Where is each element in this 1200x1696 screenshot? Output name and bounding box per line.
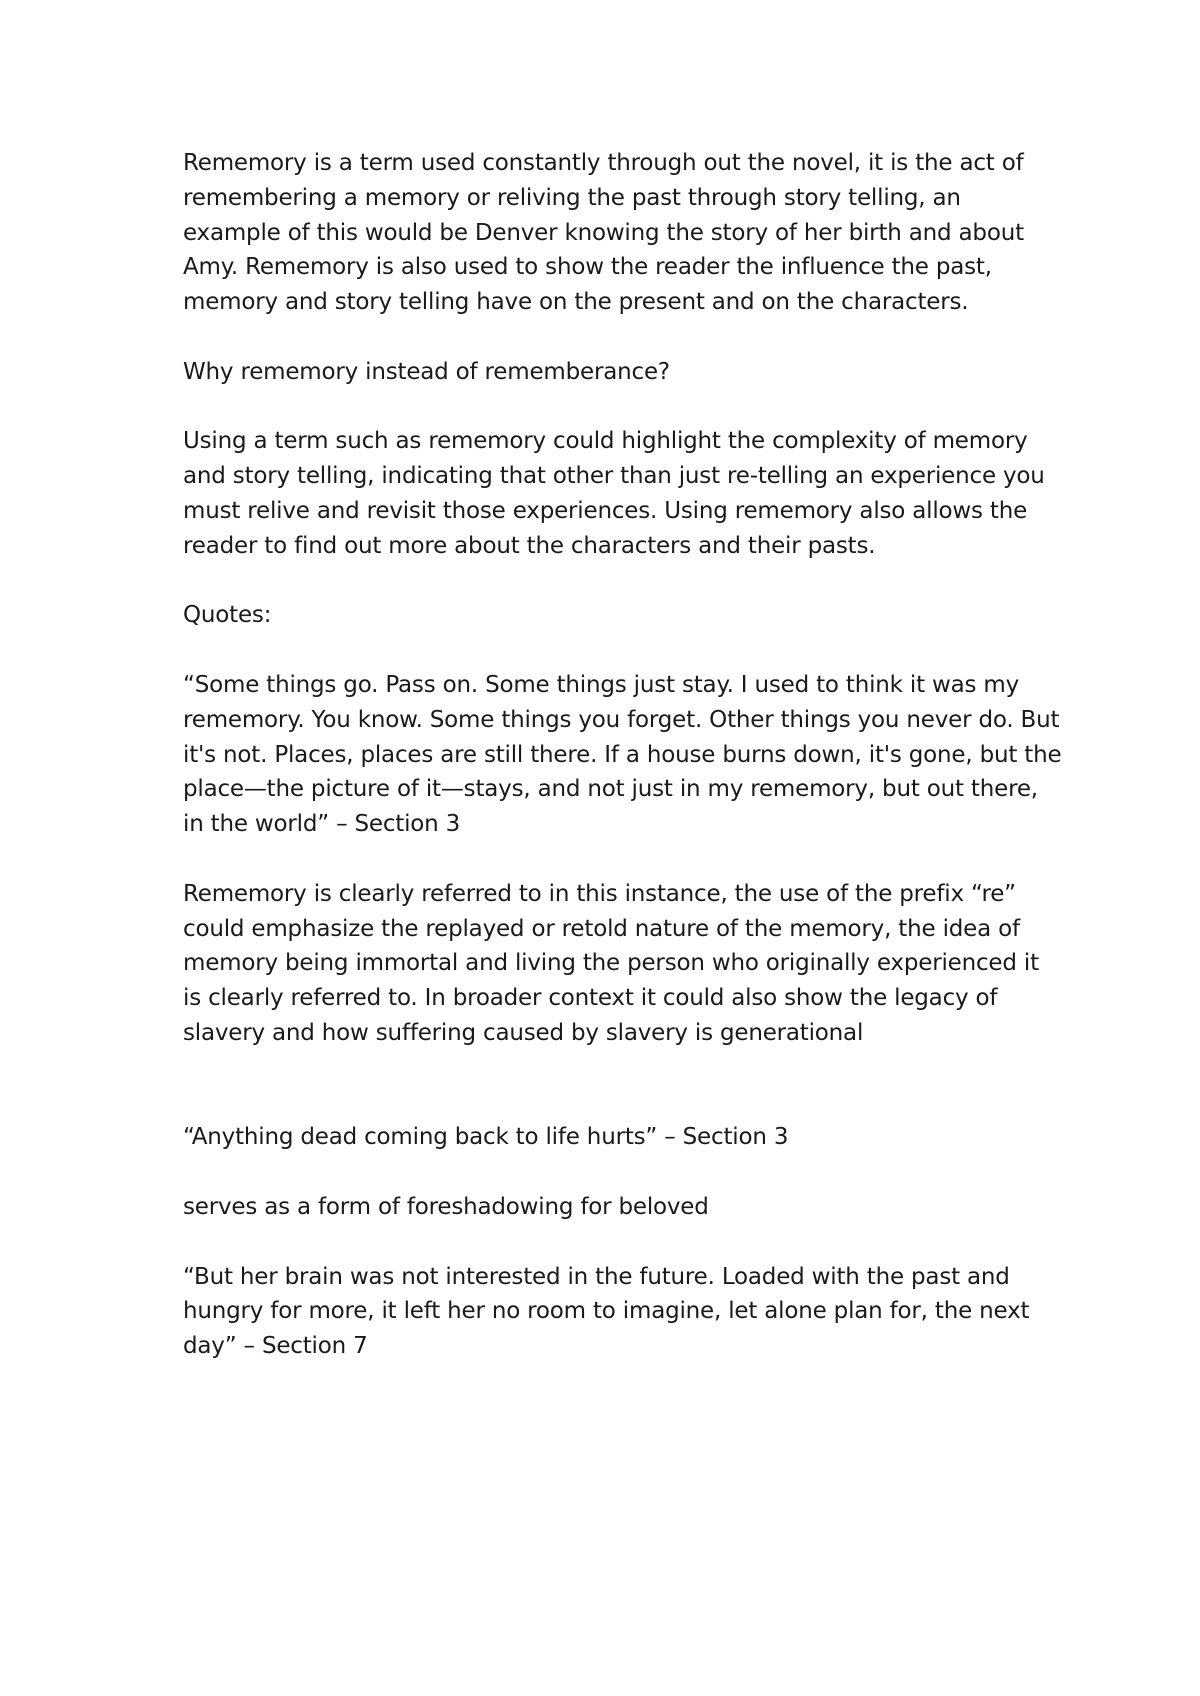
quote-section-3-places: “Some things go. Pass on. Some things just stay. I used to think it was my rememory. You know. Some things you forget. Other things you never do. But it's not. Places, places are still there. If a house burns down, it's gone, but the place—the picture of it—stays, and not just in my rememory, but out there, in the world” – Section 3 [183, 671, 1062, 838]
paragraph-rememory-definition: Rememory is a term used constantly through out the novel, it is the act of remembering a memory or reliving the past through story telling, an example of this would be Denver knowing the story of her birth and about Amy. Rememory is also used to show the reader the influence the past, memory and story telling have on the present and on the characters. [183, 150, 1024, 316]
document-body [183, 146, 1063, 1399]
quote-section-3-dead: “Anything dead coming back to life hurts” – Section 3 [183, 1124, 789, 1151]
paragraph-answer: Using a term such as rememory could highlight the complexity of memory and story telling, indicating that other than just re-telling an experience you must relive and revisit those experiences. Using rememory also allows the reader to find out more about the characters and their pasts. [183, 428, 1045, 559]
paragraph-foreshadowing: serves as a form of foreshadowing for beloved [183, 1193, 709, 1220]
quote-section-7: “But her brain was not interested in the future. Loaded with the past and hungry for more, it left her no room to imagine, let alone plan for, the next day” – Section 7 [183, 1263, 1030, 1360]
paragraph-analysis: Rememory is clearly referred to in this instance, the use of the prefix “re” could emphasize the replayed or retold nature of the memory, the idea of memory being immortal and living the person who originally experienced it is clearly referred to. In broader context it could also show the legacy of slavery and how suffering caused by slavery is generational [183, 880, 1039, 1046]
paragraph-question: Why rememory instead of rememberance? [183, 358, 670, 385]
quotes-heading: Quotes: [183, 602, 272, 629]
